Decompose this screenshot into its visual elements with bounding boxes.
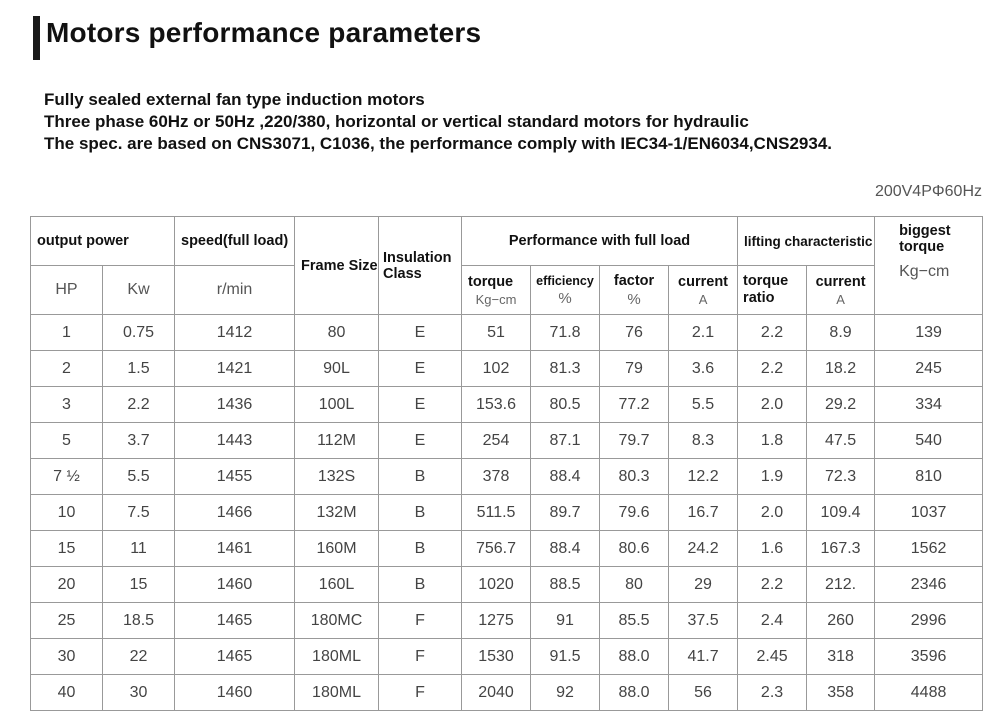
speed-cell: 1421 [175, 351, 295, 387]
frame-cell: 160M [295, 531, 379, 567]
spec-label: 200V4PΦ60Hz [874, 183, 982, 200]
lift-current-cell: 212. [807, 567, 875, 603]
current-cell: 37.5 [669, 603, 738, 639]
header-efficiency-label: efficiency [536, 273, 594, 288]
torque-cell: 756.7 [462, 531, 531, 567]
biggest-torque-cell: 245 [875, 351, 983, 387]
frame-cell: 132S [295, 459, 379, 495]
torque-ratio-cell: 1.6 [738, 531, 807, 567]
header-rpm: r/min [175, 266, 295, 315]
efficiency-cell: 88.5 [531, 567, 600, 603]
factor-cell: 80.3 [600, 459, 669, 495]
description-line-1: Fully sealed external fan type induction motors [44, 90, 425, 109]
speed-cell: 1460 [175, 675, 295, 711]
table-body [31, 315, 983, 711]
header-biggest-torque-label: biggest torque [899, 223, 951, 255]
biggest-torque-cell: 540 [875, 423, 983, 459]
header-speed: speed(full load) [175, 217, 295, 266]
table-row [31, 423, 983, 459]
header-efficiency [531, 266, 600, 315]
speed-cell: 1455 [175, 459, 295, 495]
header-lift-current [807, 266, 875, 315]
insulation-cell: B [379, 459, 462, 495]
current-cell: 56 [669, 675, 738, 711]
frame-cell: 80 [295, 315, 379, 351]
frame-cell: 100L [295, 387, 379, 423]
biggest-torque-cell: 139 [875, 315, 983, 351]
description-line-3: The spec. are based on CNS3071, C1036, the performance comply with IEC34-1/EN6034,CNS2934. [44, 134, 832, 153]
header-factor [600, 266, 669, 315]
biggest-torque-cell: 2346 [875, 567, 983, 603]
header-kw: Kw [103, 266, 175, 315]
hp-cell: 15 [31, 531, 103, 567]
insulation-cell: F [379, 639, 462, 675]
header-insulation-class: Insulation Class [379, 217, 462, 315]
lift-current-cell: 109.4 [807, 495, 875, 531]
speed-cell: 1412 [175, 315, 295, 351]
hp-cell: 30 [31, 639, 103, 675]
frame-cell: 112M [295, 423, 379, 459]
kw-cell: 30 [103, 675, 175, 711]
current-cell: 8.3 [669, 423, 738, 459]
header-current-label: current [678, 273, 729, 290]
factor-cell: 88.0 [600, 639, 669, 675]
lift-current-cell: 72.3 [807, 459, 875, 495]
frame-cell: 90L [295, 351, 379, 387]
speed-cell: 1465 [175, 603, 295, 639]
factor-cell: 80 [600, 567, 669, 603]
lift-current-cell: 167.3 [807, 531, 875, 567]
header-row-1 [31, 217, 983, 266]
torque-ratio-cell: 2.0 [738, 387, 807, 423]
frame-cell: 160L [295, 567, 379, 603]
kw-cell: 3.7 [103, 423, 175, 459]
insulation-cell: B [379, 531, 462, 567]
title-accent-bar [33, 16, 40, 60]
page-title: Motors performance parameters [46, 17, 482, 48]
hp-cell: 2 [31, 351, 103, 387]
torque-ratio-cell: 2.2 [738, 351, 807, 387]
biggest-torque-cell: 4488 [875, 675, 983, 711]
torque-ratio-cell: 2.0 [738, 495, 807, 531]
factor-cell: 79.6 [600, 495, 669, 531]
hp-cell: 3 [31, 387, 103, 423]
speed-cell: 1465 [175, 639, 295, 675]
speed-cell: 1466 [175, 495, 295, 531]
header-lift-current-label: current [815, 273, 866, 290]
frame-cell: 180ML [295, 639, 379, 675]
insulation-cell: E [379, 387, 462, 423]
hp-cell: 10 [31, 495, 103, 531]
torque-cell: 51 [462, 315, 531, 351]
lift-current-cell: 260 [807, 603, 875, 639]
lift-current-cell: 47.5 [807, 423, 875, 459]
torque-ratio-cell: 2.3 [738, 675, 807, 711]
lift-current-cell: 318 [807, 639, 875, 675]
header-row-2 [31, 266, 983, 315]
factor-cell: 79 [600, 351, 669, 387]
frame-cell: 180ML [295, 675, 379, 711]
header-current [669, 266, 738, 315]
frame-cell: 132M [295, 495, 379, 531]
lift-current-cell: 358 [807, 675, 875, 711]
table-row [31, 675, 983, 711]
kw-cell: 15 [103, 567, 175, 603]
description-line-2: Three phase 60Hz or 50Hz ,220/380, horizontal or vertical standard motors for hydraulic [44, 112, 749, 131]
efficiency-cell: 88.4 [531, 459, 600, 495]
header-torque-unit: Kg−cm [475, 291, 517, 307]
factor-cell: 80.6 [600, 531, 669, 567]
insulation-cell: E [379, 423, 462, 459]
current-cell: 24.2 [669, 531, 738, 567]
insulation-cell: B [379, 567, 462, 603]
insulation-cell: E [379, 315, 462, 351]
efficiency-cell: 89.7 [531, 495, 600, 531]
kw-cell: 0.75 [103, 315, 175, 351]
efficiency-cell: 87.1 [531, 423, 600, 459]
hp-cell: 20 [31, 567, 103, 603]
table-row [31, 603, 983, 639]
torque-ratio-cell: 2.2 [738, 315, 807, 351]
biggest-torque-cell: 1037 [875, 495, 983, 531]
table-row [31, 351, 983, 387]
torque-ratio-cell: 2.45 [738, 639, 807, 675]
current-cell: 29 [669, 567, 738, 603]
header-torque-ratio: torque ratio [738, 266, 807, 315]
table-row [31, 639, 983, 675]
header-lift-current-unit: A [836, 291, 845, 307]
speed-cell: 1443 [175, 423, 295, 459]
current-cell: 41.7 [669, 639, 738, 675]
torque-ratio-cell: 2.2 [738, 567, 807, 603]
torque-cell: 102 [462, 351, 531, 387]
kw-cell: 22 [103, 639, 175, 675]
kw-cell: 2.2 [103, 387, 175, 423]
torque-ratio-cell: 2.4 [738, 603, 807, 639]
efficiency-cell: 80.5 [531, 387, 600, 423]
lift-current-cell: 18.2 [807, 351, 875, 387]
lift-current-cell: 8.9 [807, 315, 875, 351]
header-torque [462, 266, 531, 315]
header-biggest-torque [875, 217, 983, 315]
torque-ratio-cell: 1.9 [738, 459, 807, 495]
efficiency-cell: 91 [531, 603, 600, 639]
table-row [31, 495, 983, 531]
performance-table [30, 216, 983, 711]
speed-cell: 1460 [175, 567, 295, 603]
kw-cell: 11 [103, 531, 175, 567]
table-row [31, 459, 983, 495]
header-hp: HP [31, 266, 103, 315]
biggest-torque-cell: 810 [875, 459, 983, 495]
header-lifting-characteristic: lifting characteristic [738, 217, 875, 266]
hp-cell: 5 [31, 423, 103, 459]
factor-cell: 77.2 [600, 387, 669, 423]
current-cell: 3.6 [669, 351, 738, 387]
header-output-power: output power [31, 217, 175, 266]
header-frame-size: Frame Size [295, 217, 379, 315]
hp-cell: 7 ½ [31, 459, 103, 495]
header-torque-label: torque [468, 273, 514, 290]
header-performance-full-load: Performance with full load [462, 217, 738, 266]
insulation-cell: F [379, 603, 462, 639]
torque-cell: 1275 [462, 603, 531, 639]
header-factor-label: factor [613, 272, 655, 289]
kw-cell: 18.5 [103, 603, 175, 639]
biggest-torque-cell: 3596 [875, 639, 983, 675]
speed-cell: 1461 [175, 531, 295, 567]
hp-cell: 40 [31, 675, 103, 711]
header-efficiency-unit: % [558, 289, 572, 307]
torque-cell: 153.6 [462, 387, 531, 423]
factor-cell: 76 [600, 315, 669, 351]
hp-cell: 25 [31, 603, 103, 639]
kw-cell: 5.5 [103, 459, 175, 495]
header-biggest-torque-unit: Kg−cm [899, 263, 950, 280]
header-factor-unit: % [627, 290, 641, 308]
biggest-torque-cell: 2996 [875, 603, 983, 639]
current-cell: 5.5 [669, 387, 738, 423]
torque-cell: 1020 [462, 567, 531, 603]
table-row [31, 315, 983, 351]
insulation-cell: F [379, 675, 462, 711]
insulation-cell: E [379, 351, 462, 387]
hp-cell: 1 [31, 315, 103, 351]
efficiency-cell: 88.4 [531, 531, 600, 567]
header-current-unit: A [698, 291, 708, 307]
factor-cell: 88.0 [600, 675, 669, 711]
biggest-torque-cell: 1562 [875, 531, 983, 567]
torque-ratio-cell: 1.8 [738, 423, 807, 459]
insulation-cell: B [379, 495, 462, 531]
table-row [31, 387, 983, 423]
current-cell: 16.7 [669, 495, 738, 531]
efficiency-cell: 71.8 [531, 315, 600, 351]
efficiency-cell: 81.3 [531, 351, 600, 387]
table-row [31, 531, 983, 567]
factor-cell: 85.5 [600, 603, 669, 639]
table-row [31, 567, 983, 603]
efficiency-cell: 91.5 [531, 639, 600, 675]
torque-cell: 1530 [462, 639, 531, 675]
lift-current-cell: 29.2 [807, 387, 875, 423]
speed-cell: 1436 [175, 387, 295, 423]
torque-cell: 254 [462, 423, 531, 459]
current-cell: 12.2 [669, 459, 738, 495]
torque-cell: 2040 [462, 675, 531, 711]
torque-cell: 511.5 [462, 495, 531, 531]
kw-cell: 1.5 [103, 351, 175, 387]
biggest-torque-cell: 334 [875, 387, 983, 423]
torque-cell: 378 [462, 459, 531, 495]
kw-cell: 7.5 [103, 495, 175, 531]
efficiency-cell: 92 [531, 675, 600, 711]
frame-cell: 180MC [295, 603, 379, 639]
current-cell: 2.1 [669, 315, 738, 351]
factor-cell: 79.7 [600, 423, 669, 459]
